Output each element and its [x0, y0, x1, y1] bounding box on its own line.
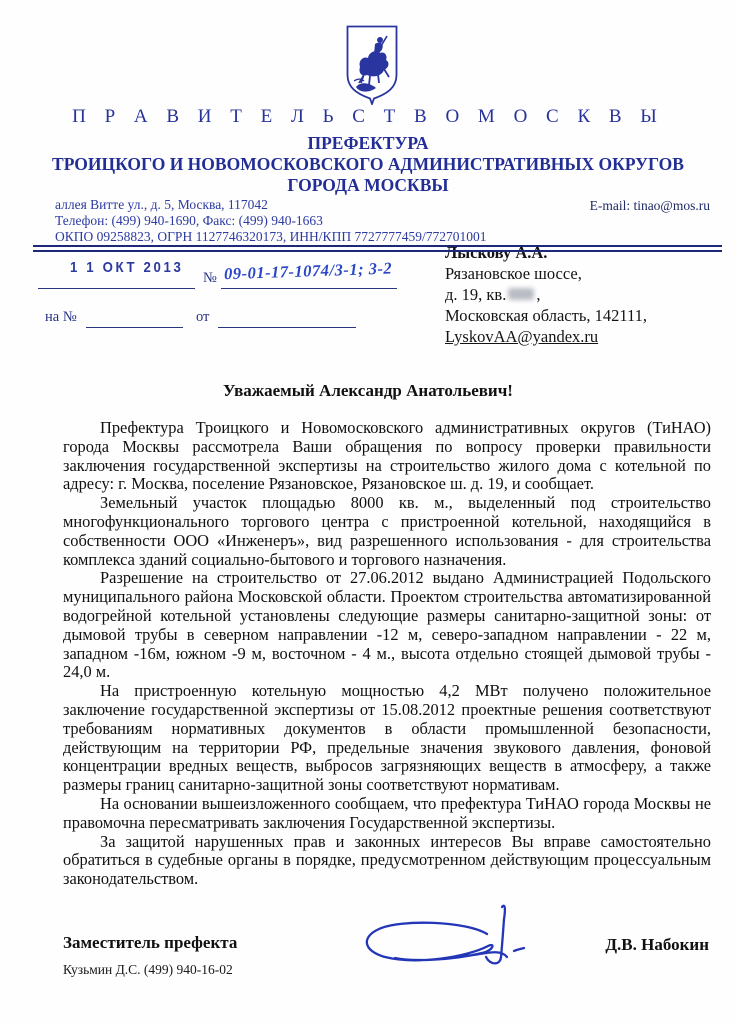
addressee-region: Московская область, 142111, — [445, 306, 647, 325]
handwritten-signature-icon — [355, 898, 527, 982]
org-email: E-mail: tinao@mos.ru — [589, 198, 710, 213]
reply-from-underline — [218, 327, 356, 328]
contact-block — [55, 197, 486, 244]
reply-from-label: от — [196, 309, 210, 325]
signer-position-title: Заместитель префекта — [63, 933, 238, 952]
addressee-name: Лыскову А.А. — [445, 243, 548, 262]
government-title: П Р А В И Т Е Л Ь С Т В О М О С К В Ы — [72, 106, 664, 127]
moscow-coat-of-arms-icon — [346, 25, 398, 105]
salutation: Уважаемый Александр Анатольевич! — [223, 381, 513, 400]
reply-number-underline — [86, 327, 183, 328]
org-title-line1: ПРЕФЕКТУРА — [307, 133, 429, 153]
org-title-line3: ГОРОДА МОСКВЫ — [287, 175, 449, 195]
date-underline — [38, 288, 195, 289]
number-underline — [221, 288, 397, 289]
letter-body — [63, 419, 711, 889]
addressee-house: д. 19, кв. — [445, 285, 507, 304]
org-title-line2: ТРОИЦКОГО И НОВОМОСКОВСКОГО АДМИНИСТРАТИВНЫХ ОКРУГОВ — [52, 154, 684, 174]
executor-contact: Кузьмин Д.С. (499) 940-16-02 — [63, 962, 233, 977]
handwritten-reference-number: 09-01-17-1074/3-1; 3-2 — [223, 258, 393, 284]
body-paragraph-6: За защитой нарушенных прав и законных интересов Вы вправе самостоятельно обратиться в судебные органы в порядке, предусмотренном действующим процессуальным законодательством. — [63, 831, 711, 889]
body-paragraph-1: Префектура Троицкого и Новомосковского административных округов (ТиНАО) города Москвы рассмотрела Ваши обращения по вопросу проверки правильности заключения государственной экспертизы на строительство жилого дома с котельной по адресу: г. Москва, поселение Рязановское, Рязановское ш. д. 19, и сообщает. — [63, 418, 711, 494]
org-address: аллея Витте ул., д. 5, Москва, 117042 — [55, 197, 268, 212]
body-paragraph-4: На пристроенную котельную мощностью 4,2 МВт получено положительное заключение государственной экспертизы от 15.08.2012 проектные решения соответствуют требованиям нормативных документов в области промышленной безопасности, действующим на территории РФ, предельные значения звукового давления, фоновой концентрации вредных веществ, выбросов загрязняющих веществ в атмосферу, а также размеры границ санитарно-защитной зоны соответствуют нормативам. — [63, 681, 711, 795]
date-stamp: 1 1 ОКТ 2013 — [70, 259, 184, 276]
body-paragraph-5: На основании вышеизложенного сообщаем, что префектура ТиНАО города Москвы не правомочна пересматривать заключения Государственной экспертизы. — [63, 793, 711, 832]
number-label: № — [203, 270, 217, 286]
addressee-house-line — [445, 284, 720, 305]
addressee-block — [445, 242, 720, 347]
organization-title — [0, 133, 736, 196]
reply-number-label: на № — [45, 309, 77, 325]
signer-name: Д.В. Набокин — [605, 935, 709, 954]
body-paragraph-3: Разрешение на строительство от 27.06.2012 выдано Администрацией Подольского муниципального района Московской области. Проектом строительства автоматизированной водогрейной котельной установлены следующие размеры санитарно-защитной зоны: от дымовой трубы в северном направлении -12 м, северо-западном направлении - 22 м, западном -16м, южном -9 м, восточном - 4 м., высота отдельно стоящей дымовой трубы - 24,0 м. — [63, 568, 711, 682]
addressee-email: LyskovAA@yandex.ru — [445, 327, 599, 346]
redacted-apartment-number — [508, 288, 534, 300]
body-paragraph-2: Земельный участок площадью 8000 кв. м., выделенный под строительство многофункционального торгового центра с пристроенной котельной, находящийся в собственности ООО «Инженеръ», вид разрешенного использования - для строительства комплекса зданий социально-бытового и торгового назначения. — [63, 493, 711, 569]
org-registration-codes: ОКПО 09258823, ОГРН 1127746320173, ИНН/КПП 7727777459/772701001 — [55, 228, 487, 244]
org-phone-fax: Телефон: (499) 940-1690, Факс: (499) 940-1663 — [55, 212, 323, 228]
addressee-house-suffix: , — [536, 285, 541, 304]
addressee-street: Рязановское шоссе, — [445, 264, 582, 283]
letterhead-divider — [33, 245, 722, 252]
